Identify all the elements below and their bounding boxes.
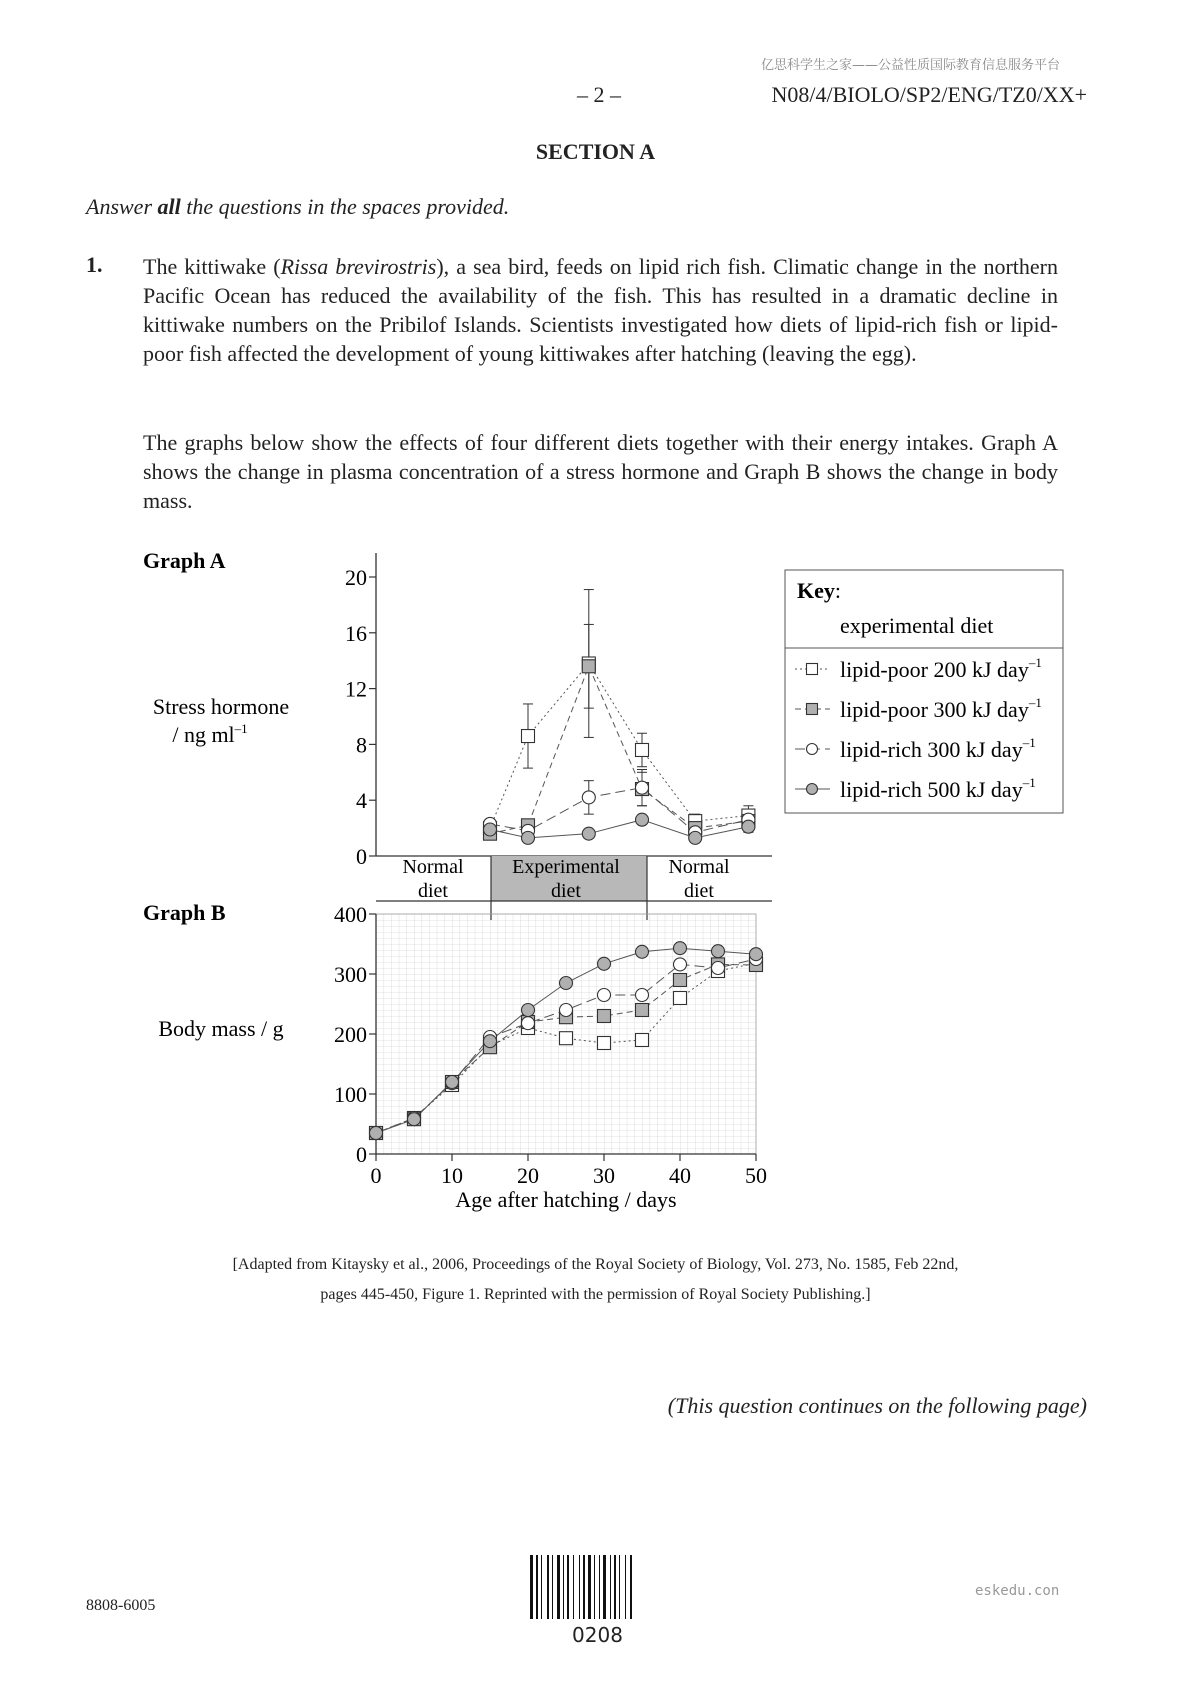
graph-b-point: [598, 1010, 611, 1023]
graph-b-ytick-label: 0: [356, 1142, 367, 1167]
graph-a-ytick-label: 20: [345, 565, 367, 590]
graph-b-xtick-label: 50: [745, 1163, 767, 1188]
graph-a-data: [484, 590, 755, 845]
graph-a-y-ticks: [345, 565, 376, 869]
graph-b-ytick-label: 100: [334, 1082, 367, 1107]
graph-a-series-line: [490, 663, 748, 828]
citation-line-2: pages 445-450, Figure 1. Reprinted with the permission of Royal Society Publishing.]: [320, 1286, 871, 1303]
barcode-bar: [630, 1555, 632, 1619]
graph-b-point: [370, 1127, 383, 1140]
p1-start: The kittiwake (: [143, 254, 281, 279]
graph-b-point: [560, 1032, 573, 1045]
graph-a-point: [636, 781, 649, 794]
graph-b-point: [674, 958, 687, 971]
page-number: – 2 –: [577, 82, 621, 107]
key-marker: [807, 744, 818, 755]
graph-b-xtick-label: 10: [441, 1163, 463, 1188]
key-title: Key: [797, 578, 835, 603]
graph-b-ytick-label: 200: [334, 1022, 367, 1047]
graph-a-point: [522, 831, 535, 844]
barcode-bar: [594, 1555, 595, 1619]
diet-band-label: diet: [418, 880, 448, 902]
key-marker: [807, 704, 818, 715]
graph-b-point: [636, 945, 649, 958]
section-title: SECTION A: [535, 139, 656, 164]
question-paragraph-2: The graphs below show the effects of four different diets together with their energy intakes. Graph A shows the change in plasma concentration of a stress hormone and Graph B shows the change in body mass.: [143, 430, 1058, 513]
barcode-icon: [530, 1555, 665, 1621]
graph-a-ylabel-line2: [172, 721, 247, 747]
graph-b-point: [598, 989, 611, 1002]
key-item-label: lipid-poor 300 kJ day$^{-1}$: [840, 695, 1042, 722]
graph-b-ylabel: Body mass / g: [158, 1016, 284, 1041]
site-watermark: eskedu.con: [975, 1583, 1060, 1599]
graph-b-point: [712, 945, 725, 958]
graph-b-point: [408, 1113, 421, 1126]
graph-a-point: [522, 730, 535, 743]
graph-b-point: [446, 1076, 459, 1089]
graph-b-point: [674, 942, 687, 955]
continues-note: (This question continues on the following page): [667, 1393, 1087, 1418]
graph-a-point: [636, 813, 649, 826]
graph-a-point: [636, 743, 649, 756]
instructions-before: Answer: [86, 194, 158, 219]
key-marker: [807, 784, 818, 795]
graph-b-point: [484, 1035, 497, 1048]
graph-a-point: [582, 660, 595, 673]
graph-a-point: [582, 791, 595, 804]
graph-b-point: [598, 1037, 611, 1050]
graph-a-ytick-label: 8: [356, 732, 367, 758]
graph-a-point: [484, 823, 497, 836]
graph-a-ytick-label: 4: [356, 788, 367, 814]
key-item-label: lipid-rich 300 kJ day$^{-1}$: [840, 735, 1036, 762]
graph-b-point: [560, 1004, 573, 1017]
key-item-label: lipid-rich 500 kJ day$^{-1}$: [840, 775, 1036, 802]
graph-b-ytick-label: 400: [334, 902, 367, 927]
species-name: Rissa brevirostris: [280, 254, 437, 279]
barcode-bar: [536, 1555, 538, 1619]
graph-b-title: Graph B: [143, 900, 226, 925]
barcode-bar: [599, 1555, 600, 1619]
graph-b-point: [712, 962, 725, 975]
barcode-number: 0208: [572, 1623, 623, 1647]
graph-b-point: [522, 1004, 535, 1017]
graph-a-point: [582, 827, 595, 840]
graph-b-point: [750, 948, 763, 961]
barcode-bar: [614, 1555, 616, 1619]
graph-a-ylabel-unit: / ng ml: [172, 722, 235, 747]
graph-a-ytick-label: 16: [345, 620, 367, 646]
graph-b-point: [674, 992, 687, 1005]
diet-band-label: Experimental: [512, 856, 620, 878]
graph-a-ylabel-sup: –1: [234, 721, 248, 736]
graph-a-ytick-label: 12: [345, 676, 367, 702]
barcode-bar: [588, 1555, 591, 1619]
barcode-bar: [610, 1555, 611, 1619]
graph-a-point: [689, 831, 702, 844]
graph-b-xtick-label: 20: [517, 1163, 539, 1188]
barcode-bar: [547, 1555, 549, 1619]
diet-band-label: Normal: [402, 856, 464, 878]
key-subtitle: experimental diet: [840, 613, 994, 638]
citation: [0, 1250, 1191, 1310]
paper-code: N08/4/BIOLO/SP2/ENG/TZ0/XX+: [771, 82, 1087, 107]
graph-b-point: [522, 1017, 535, 1030]
instructions-after: the questions in the spaces provided.: [180, 194, 510, 219]
footer-code: 8808-6005: [86, 1597, 156, 1614]
graph-b-point: [636, 989, 649, 1002]
graph-b-xtick-label: 40: [669, 1163, 691, 1188]
barcode-bar: [619, 1555, 620, 1619]
graph-b-point: [636, 1004, 649, 1017]
barcode-bar: [583, 1555, 585, 1619]
graph-a-point: [742, 820, 755, 833]
barcode-bar: [557, 1555, 560, 1619]
graph-a-ylabel-line1: Stress hormone: [152, 694, 290, 719]
barcode-bar: [541, 1555, 542, 1619]
barcode-bar: [625, 1555, 626, 1619]
key-marker: [807, 664, 818, 675]
graph-b-xtick-label: 30: [593, 1163, 615, 1188]
instructions-bold: all: [157, 194, 181, 219]
diet-band-label: Normal: [668, 856, 730, 878]
graph-b-ytick-label: 300: [334, 962, 367, 987]
barcode-bar: [579, 1555, 580, 1619]
graph-a-ytick-label: 0: [356, 844, 367, 869]
barcode-bar: [552, 1555, 553, 1619]
key-title-text: Key:: [797, 578, 842, 603]
graph-a-title: Graph A: [143, 548, 226, 573]
graph-b-point: [674, 974, 687, 987]
barcode-bar: [573, 1555, 574, 1619]
diet-band-label: diet: [684, 880, 714, 902]
graph-b-point: [560, 977, 573, 990]
barcode-bar: [530, 1555, 533, 1619]
p1-rest: ), a sea bird, feeds on lipid rich fish. Climatic change in the northern Pacific Ocean has reduced the availability of the fish. This has resulted in a dramatic decline in kittiwake numbers on the Pribilof Islands. Scientists investigated how diets of lipid-rich fish or lipid-poor fish affected the development of young kittiwakes after hatching (leaving the egg).: [143, 254, 1059, 366]
question-number: 1.: [86, 252, 103, 277]
graph-b-xtick-label: 0: [370, 1163, 382, 1188]
graph-b-xlabel: Age after hatching / days: [455, 1187, 677, 1212]
barcode-bar: [563, 1555, 564, 1619]
barcode-bar: [567, 1555, 569, 1619]
watermark-text: 亿思科学生之家——公益性质国际教育信息服务平台: [760, 58, 1060, 73]
key-item-label: lipid-poor 200 kJ day$^{-1}$: [840, 655, 1042, 682]
diet-band-label: diet: [551, 880, 581, 902]
graph-b-point: [636, 1034, 649, 1047]
graph-b-point: [598, 957, 611, 970]
graph-a-series-line: [490, 666, 748, 833]
citation-line-1: [Adapted from Kitaysky et al., 2006, Proceedings of the Royal Society of Biology, Vol. 273, No. 1585, Feb 22nd,: [232, 1256, 959, 1273]
barcode-bar: [603, 1555, 606, 1619]
